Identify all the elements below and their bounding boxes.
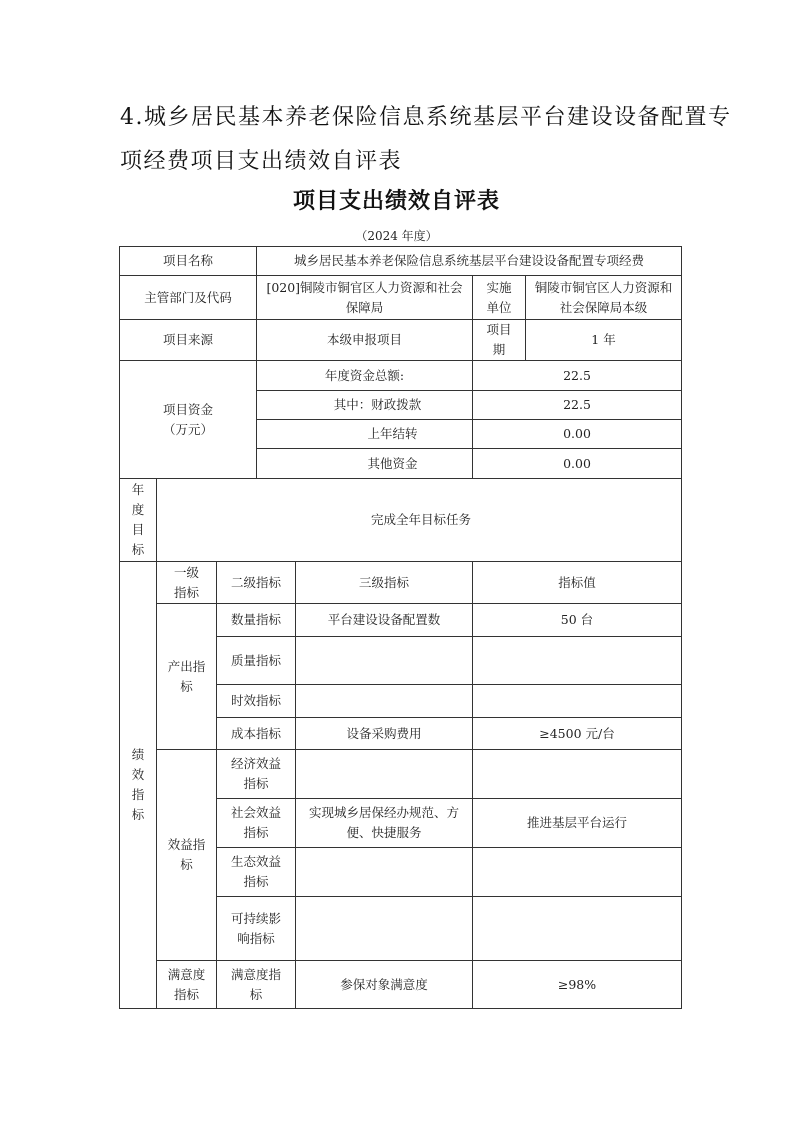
indicator-row	[120, 750, 682, 799]
level3-cell	[296, 848, 473, 897]
impl-unit-value: 铜陵市铜官区人力资源和社会保障局本级	[526, 276, 682, 320]
indicator-row	[120, 604, 682, 637]
source-label: 项目来源	[120, 320, 257, 361]
value-cell	[473, 848, 682, 897]
indicator-row	[120, 961, 682, 1009]
row-annual-goal	[120, 479, 682, 562]
level3-cell	[296, 637, 473, 685]
period-label: 项目期	[473, 320, 526, 361]
row-source	[120, 320, 682, 361]
value-cell: ≥98%	[473, 961, 682, 1009]
funds-label: 项目资金	[162, 401, 213, 417]
level2-cell: 时效指标	[217, 685, 296, 718]
year-label: （2024 年度）	[355, 229, 438, 243]
self-evaluation-table	[119, 246, 682, 1009]
project-name-value: 城乡居民基本养老保险信息系统基层平台建设设备配置专项经费	[257, 247, 682, 276]
level3-cell	[296, 897, 473, 961]
level2-cell: 生态效益指标	[217, 848, 296, 897]
funds-row-value: 0.00	[473, 449, 682, 479]
header-level3: 三级指标	[296, 562, 473, 604]
level2-cell: 经济效益指标	[217, 750, 296, 799]
header-level1: 一级指标	[157, 562, 217, 604]
funds-label-cell	[120, 361, 257, 479]
level2-cell: 质量指标	[217, 637, 296, 685]
value-cell	[473, 897, 682, 961]
project-name-label: 项目名称	[120, 247, 257, 276]
header-level2: 二级指标	[217, 562, 296, 604]
funds-row-value: 22.5	[473, 361, 682, 391]
annual-goal-value: 完成全年目标任务	[157, 479, 682, 562]
section-heading-line-1: 4.城乡居民基本养老保险信息系统基层平台建设设备配置专	[120, 105, 732, 130]
value-cell: 推进基层平台运行	[473, 799, 682, 848]
header-value: 指标值	[473, 562, 682, 604]
annual-goal-label: 年度目标	[120, 479, 157, 562]
level2-cell: 可持续影响指标	[217, 897, 296, 961]
funds-row-label: 年度资金总额:	[257, 361, 473, 391]
dept-value: [020]铜陵市铜官区人力资源和社会保障局	[257, 276, 473, 320]
section-heading	[120, 96, 732, 184]
level3-cell	[296, 750, 473, 799]
indicators-section-label: 绩效指标	[120, 562, 157, 1009]
funds-row-value: 22.5	[473, 391, 682, 420]
value-cell	[473, 685, 682, 718]
level3-cell: 平台建设设备配置数	[296, 604, 473, 637]
level3-cell: 实现城乡居保经办规范、方便、快捷服务	[296, 799, 473, 848]
level1-output: 产出指标	[157, 604, 217, 750]
source-value: 本级申报项目	[257, 320, 473, 361]
row-funds-total	[120, 361, 682, 391]
funds-row-label: 上年结转	[257, 420, 473, 449]
level2-cell: 满意度指标	[217, 961, 296, 1009]
level1-satisfaction: 满意度指标	[157, 961, 217, 1009]
value-cell	[473, 750, 682, 799]
level3-cell: 参保对象满意度	[296, 961, 473, 1009]
value-cell	[473, 637, 682, 685]
indicator-header-row	[120, 562, 682, 604]
row-department	[120, 276, 682, 320]
level3-cell: 设备采购费用	[296, 718, 473, 750]
level2-cell: 数量指标	[217, 604, 296, 637]
funds-row-label: 其他资金	[257, 449, 473, 479]
dept-label: 主管部门及代码	[120, 276, 257, 320]
funds-row-label: 其中：财政拨款	[257, 391, 473, 420]
level2-cell: 社会效益指标	[217, 799, 296, 848]
value-cell: 50 台	[473, 604, 682, 637]
impl-unit-label: 实施单位	[473, 276, 526, 320]
row-project-name	[120, 247, 682, 276]
level2-cell: 成本指标	[217, 718, 296, 750]
value-cell: ≥4500 元/台	[473, 718, 682, 750]
level3-cell	[296, 685, 473, 718]
form-title: 项目支出绩效自评表	[292, 189, 500, 214]
funds-row-value: 0.00	[473, 420, 682, 449]
level1-benefit: 效益指标	[157, 750, 217, 961]
section-heading-line-2: 项经费项目支出绩效自评表	[120, 149, 403, 174]
funds-unit: （万元）	[162, 421, 213, 437]
period-value: 1 年	[526, 320, 682, 361]
